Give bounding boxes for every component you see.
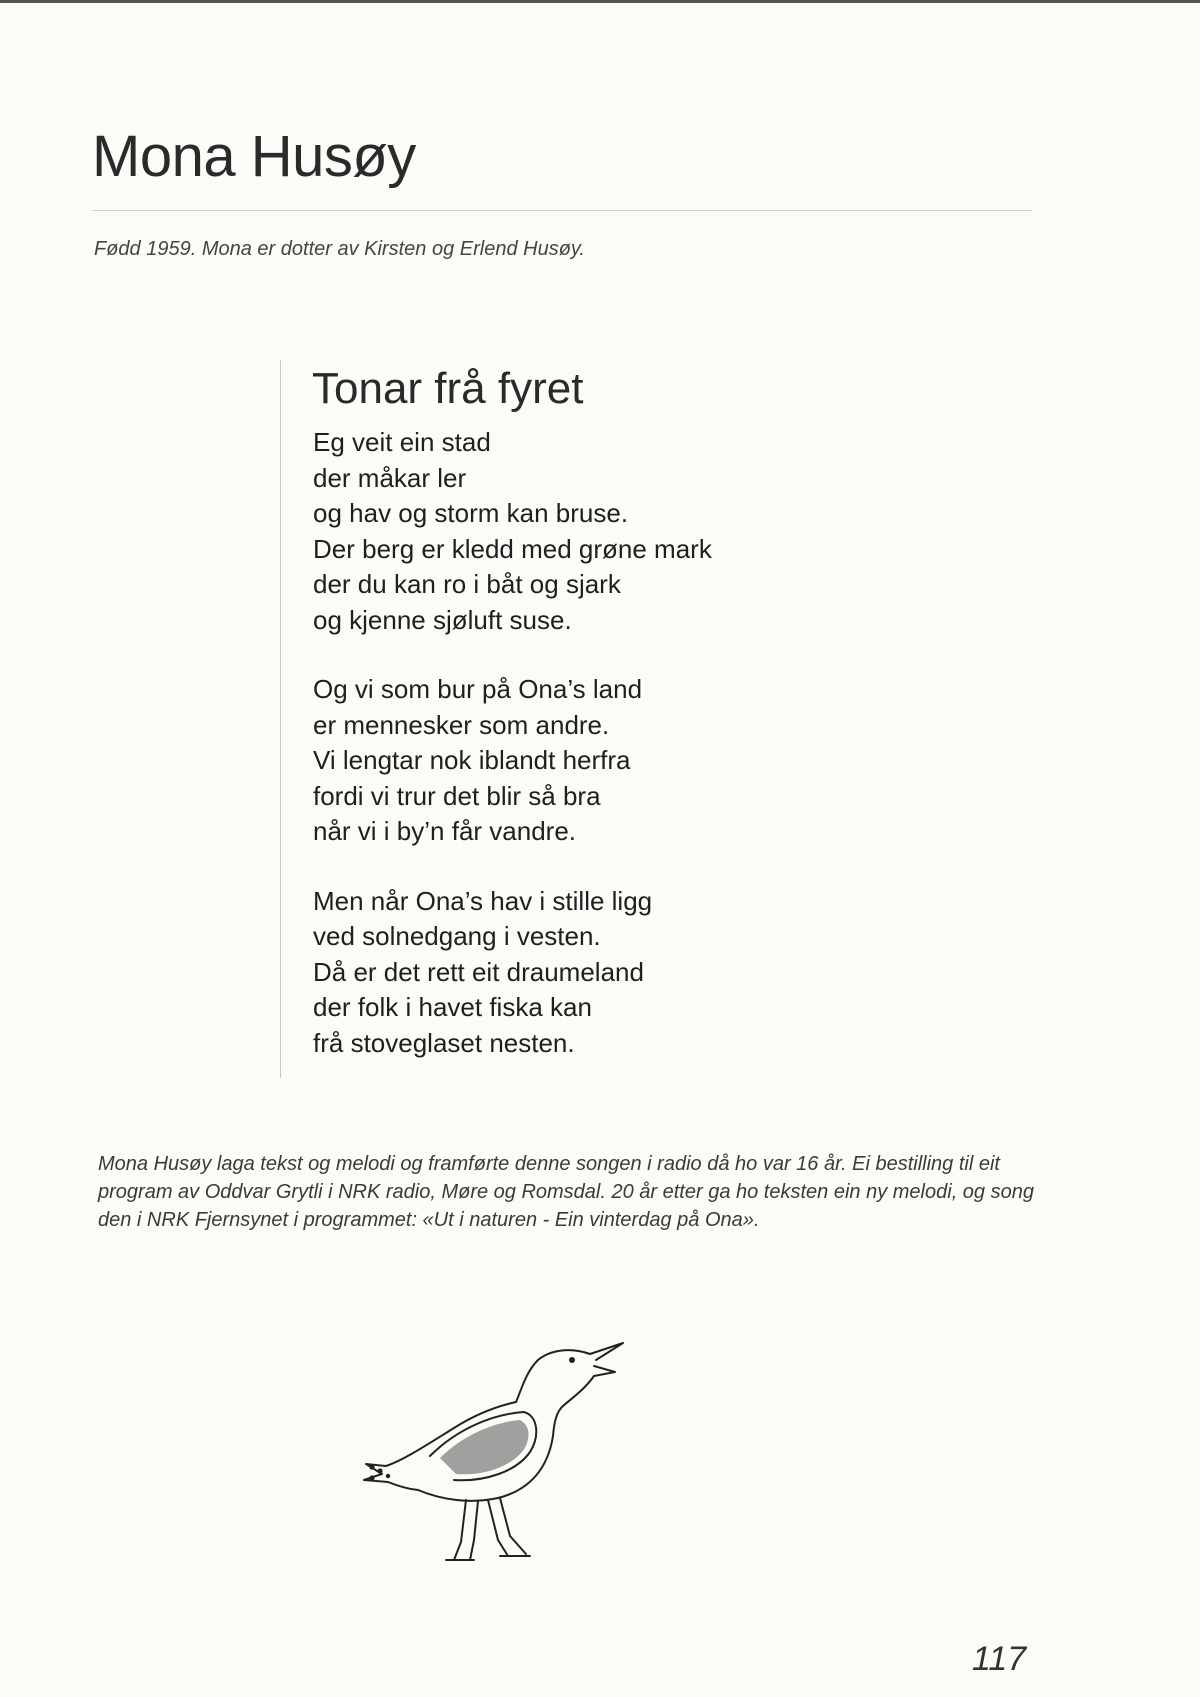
verse-line: Vi lengtar nok iblandt herfra	[313, 745, 631, 775]
verse-line: der folk i havet fiska kan	[313, 992, 592, 1022]
verse-line: Eg veit ein stad	[313, 427, 491, 457]
verse-line: og kjenne sjøluft suse.	[313, 604, 572, 635]
page-number: 117	[972, 1640, 1027, 1678]
seagull-illustration	[358, 1340, 628, 1565]
poem-title: Tonar frå fyret	[312, 364, 584, 413]
verse-line: Då er det rett eit draumeland	[313, 956, 644, 987]
verse-line: Og vi som bur på Ona’s land	[313, 674, 643, 704]
verse-line: Der berg er kledd med grøne mark	[313, 533, 712, 564]
verse-line: fordi vi trur det blir så bra	[313, 780, 601, 811]
page-top-edge	[0, 0, 1200, 3]
verse-line: der du kan ro i båt og sjark	[313, 569, 621, 599]
poem-body	[313, 425, 712, 1095]
verse-line: når vi i by’n får vandre.	[313, 816, 577, 846]
title-divider	[92, 210, 1032, 211]
stanza-2	[313, 672, 712, 850]
poem-margin-rule	[280, 360, 281, 1078]
verse-line: og hav og storm kan bruse.	[313, 498, 629, 528]
stanza-1	[313, 425, 712, 638]
verse-line: frå stoveglaset nesten.	[313, 1027, 575, 1058]
page-title: Mona Husøy	[92, 124, 416, 189]
song-note: Mona Husøy laga tekst og melodi og framførte denne songen i radio då ho var 16 år. Ei bestilling til eit program av Oddvar Grytli i NRK radio, Møre og Romsdal. 20 år etter ga ho teksten ein ny melodi, og song den i NRK Fjernsynet i programmet: «Ut i naturen - Ein vinterdag på Ona».	[98, 1153, 1034, 1231]
verse-line: er mennesker som andre.	[313, 709, 610, 740]
author-info: Fødd 1959. Mona er dotter av Kirsten og Erlend Husøy.	[94, 238, 585, 260]
verse-line: Men når Ona’s hav i stille ligg	[313, 885, 653, 916]
stanza-3	[313, 884, 712, 1062]
verse-line: der måkar ler	[313, 462, 467, 493]
verse-line: ved solnedgang i vesten.	[313, 921, 601, 951]
